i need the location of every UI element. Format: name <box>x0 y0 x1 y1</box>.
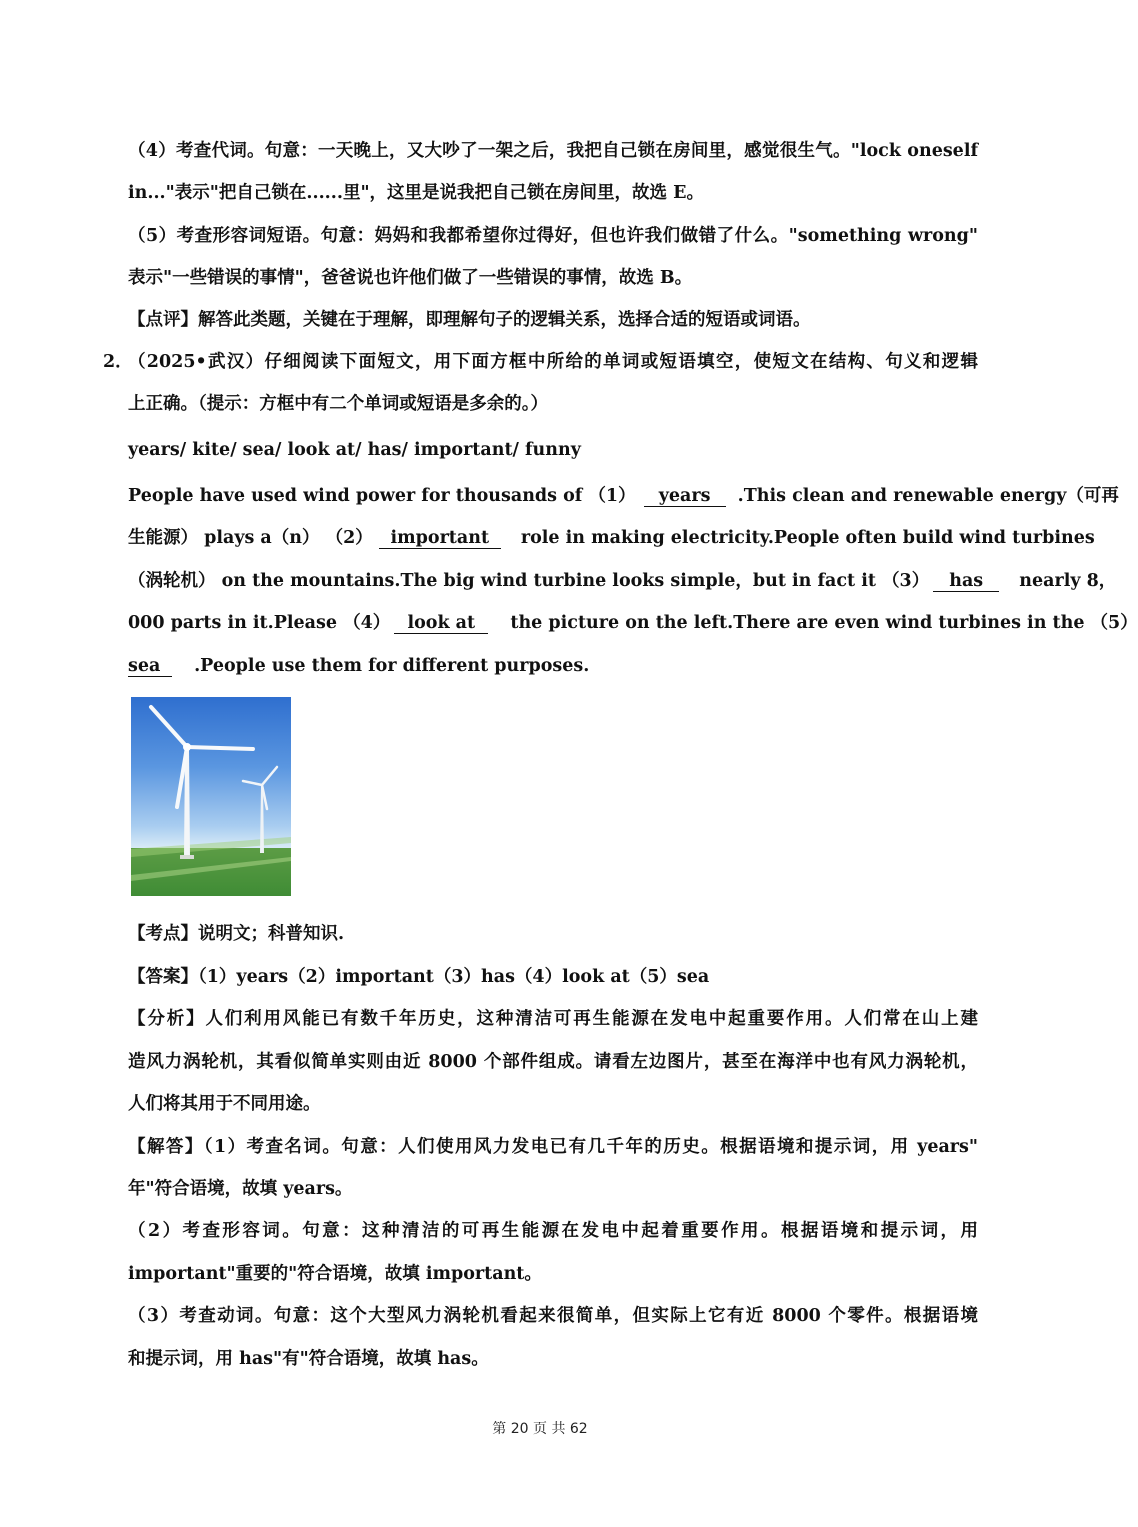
word-box: years/ kite/ sea/ look at/ has/ important/ funny <box>128 440 581 460</box>
passage-text: 000 parts in it.Please （4） <box>128 613 391 633</box>
blank-3: has <box>933 571 999 592</box>
analysis-line2: 造风力涡轮机，其看似简单实则由近 8000 个部件组成。请看左边图片，甚至在海洋中也有风力涡轮机， <box>128 1052 978 1072</box>
passage-line3 <box>128 569 1117 593</box>
passage-text: role in making electricity.People often build wind turbines <box>520 528 1095 548</box>
prev-item5-line2: 表示"一些错误的事情"，爸爸说也许他们做了一些错误的事情，故选 B。 <box>128 268 693 288</box>
analysis-line1: 【分析】人们利用风能已有数千年历史，这种清洁可再生能源在发电中起重要作用。人们常在山上建 <box>128 1009 978 1029</box>
blank-5: sea <box>128 656 172 677</box>
answer: 【答案】（1）years（2）important（3）has（4）look at（5）sea <box>128 967 710 987</box>
passage-line5 <box>128 654 978 678</box>
solution-3-line1: （3）考查动词。句意：这个大型风力涡轮机看起来很简单，但实际上它有近 8000 个零件。根据语境 <box>128 1306 978 1326</box>
blank-4: look at <box>394 613 488 634</box>
solution-1-line2: 年"符合语境，故填 years。 <box>128 1179 353 1199</box>
solution-2-line2: important"重要的"符合语境，故填 important。 <box>128 1264 542 1284</box>
passage-text: 生能源） plays a（n） （2） <box>128 528 373 548</box>
prev-item5-line1: （5）考查形容词短语。句意：妈妈和我都希望你过得好，但也许我们做错了什么。"something wrong" <box>128 226 978 246</box>
prev-item4-line1: （4）考查代词。句意：一天晚上，又大吵了一架之后，我把自己锁在房间里，感觉很生气。"lock oneself <box>128 141 978 161</box>
passage-line4 <box>128 611 1138 635</box>
question-number: 2． <box>103 352 133 372</box>
question-prompt-line1: （2025•武汉）仔细阅读下面短文，用下面方框中所给的单词或短语填空，使短文在结构、句义和逻辑 <box>128 352 978 372</box>
analysis-line3: 人们将其用于不同用途。 <box>128 1094 321 1114</box>
blank-2: important <box>379 528 501 549</box>
passage-text: （涡轮机） on the mountains.The big wind turbine looks simple，but in fact it （3） <box>128 571 930 591</box>
passage-text: .This clean and renewable energy（可再 <box>737 486 1119 506</box>
blank-1: years <box>644 486 726 507</box>
solution-2-line1: （2）考查形容词。句意：这种清洁的可再生能源在发电中起着重要作用。根据语境和提示词，用 <box>128 1221 978 1241</box>
passage-text: the picture on the left.There are even wind turbines in the （5） <box>510 613 1138 633</box>
passage-text: .People use them for different purposes. <box>194 656 590 676</box>
kaodian: 【考点】说明文；科普知识. <box>128 924 345 944</box>
passage-text: nearly 8， <box>1019 571 1117 591</box>
passage-text: People have used wind power for thousands of （1） <box>128 486 636 506</box>
page-footer: 第 20 页 共 62 <box>492 1421 588 1437</box>
prev-item4-line2: in..."表示"把自己锁在......里"，这里是说我把自己锁在房间里，故选 E。 <box>128 183 704 203</box>
passage-line2 <box>128 526 1095 550</box>
question-prompt-line2: 上正确。（提示：方框中有二个单词或短语是多余的。） <box>128 394 548 414</box>
solution-3-line2: 和提示词，用 has"有"符合语境，故填 has。 <box>128 1349 489 1369</box>
solution-1-line1: 【解答】（1）考查名词。句意：人们使用风力发电已有几千年的历史。根据语境和提示词，用 years" <box>128 1137 978 1157</box>
passage-line1 <box>128 484 1119 508</box>
prev-comment: 【点评】解答此类题，关键在于理解，即理解句子的逻辑关系，选择合适的短语或词语。 <box>128 310 811 330</box>
wind-turbine-photo <box>131 697 291 896</box>
wind-turbine-illustration <box>131 697 291 896</box>
